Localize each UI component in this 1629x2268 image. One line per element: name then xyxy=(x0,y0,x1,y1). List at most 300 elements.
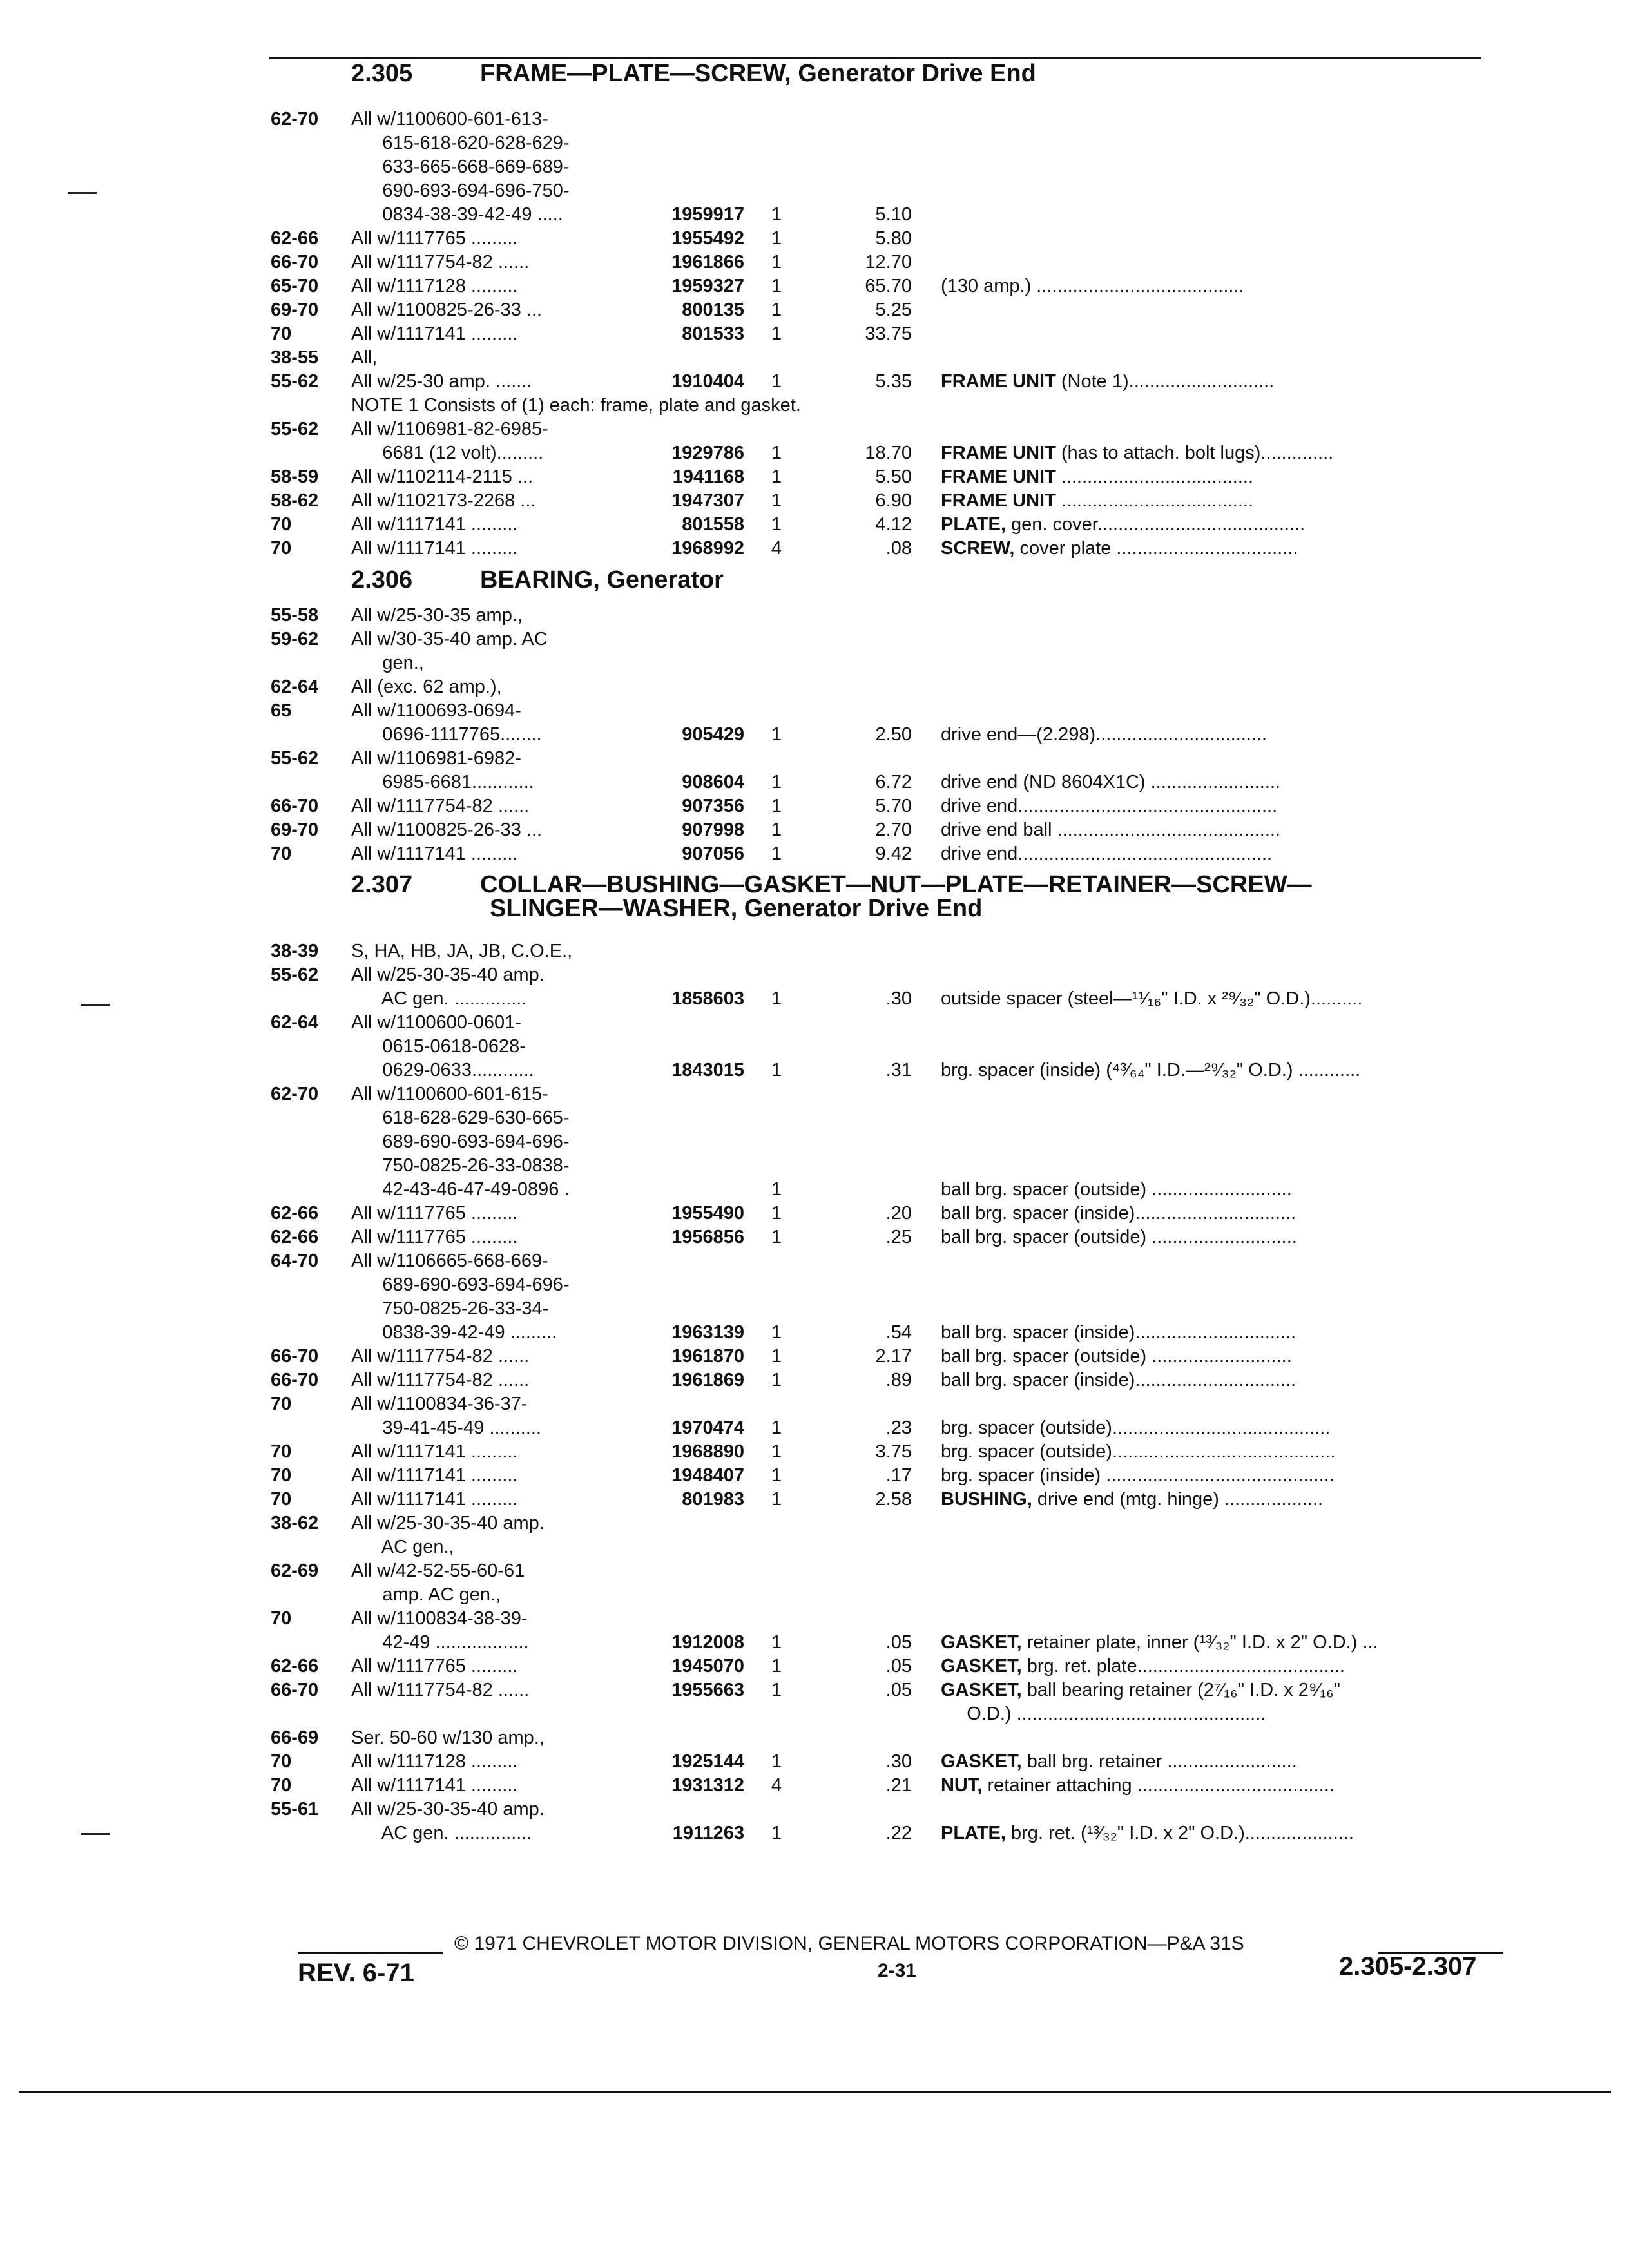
year-cell: 55-58 xyxy=(271,605,319,626)
year-cell: 38-39 xyxy=(271,941,319,961)
description-cell: All w/1117754-82 ...... xyxy=(351,1346,530,1367)
table-row xyxy=(0,489,1629,513)
price-cell: 5.80 xyxy=(875,228,912,249)
year-cell: 62-64 xyxy=(271,677,319,697)
remarks-cell xyxy=(941,370,1274,394)
description-cell: 633-665-668-669-689- xyxy=(351,157,570,177)
part-number-cell: 1843015 xyxy=(671,1060,744,1081)
year-cell: 38-62 xyxy=(271,1513,319,1533)
remarks-cell xyxy=(941,771,1280,794)
description-cell: All w/1117754-82 ...... xyxy=(351,796,530,816)
price-cell: .05 xyxy=(885,1632,912,1653)
section-title: COLLAR—BUSHING—GASKET—NUT—PLATE—RETAINER—SCREW— xyxy=(480,871,1312,898)
quantity-cell: 1 xyxy=(771,371,782,392)
description-cell: All w/1117141 ......... xyxy=(351,1489,518,1510)
description-cell: All w/1117765 ......... xyxy=(351,1203,518,1224)
description-cell: All w/1117141 ......... xyxy=(351,323,518,344)
part-name: BUSHING, xyxy=(941,1489,1032,1510)
remarks-text: brg. ret. (¹³⁄₃₂" I.D. x 2" O.D.)..................... xyxy=(1005,1823,1354,1843)
table-row xyxy=(0,1416,1629,1440)
description-cell: 690-693-694-696-750- xyxy=(351,180,570,201)
description-cell: AC gen., xyxy=(351,1537,454,1557)
description-cell: All w/1117765 ......... xyxy=(351,228,518,249)
description-cell: All w/25-30-35-40 amp. xyxy=(351,965,545,985)
table-row xyxy=(0,1678,1629,1702)
description-cell: All w/1117141 ......... xyxy=(351,1775,518,1796)
description-cell: 0696-1117765........ xyxy=(351,724,542,745)
quantity-cell: 1 xyxy=(771,1179,782,1200)
year-cell: 70 xyxy=(271,1394,292,1414)
part-name: GASKET, xyxy=(941,1680,1022,1700)
part-number-cell: 1941168 xyxy=(672,466,744,487)
table-row xyxy=(0,1726,1629,1750)
description-cell: amp. AC gen., xyxy=(351,1584,501,1605)
price-cell: .17 xyxy=(885,1465,912,1486)
table-row xyxy=(0,1082,1629,1106)
remarks-cell xyxy=(941,489,1253,513)
table-row xyxy=(0,1059,1629,1082)
table-row xyxy=(0,1178,1629,1202)
quantity-cell: 1 xyxy=(771,1322,782,1343)
table-row xyxy=(0,747,1629,771)
remarks-cell xyxy=(941,987,1362,1011)
year-cell: 38-55 xyxy=(271,347,319,368)
description-cell: All w/1117765 ......... xyxy=(351,1656,518,1677)
part-number-cell: 1968992 xyxy=(671,538,744,559)
year-cell: 62-64 xyxy=(271,1012,319,1033)
description-cell: All w/42-52-55-60-61 xyxy=(351,1561,525,1581)
table-row xyxy=(0,1774,1629,1798)
price-cell: 4.12 xyxy=(875,514,912,535)
table-row xyxy=(0,441,1629,465)
part-number-cell: 1961869 xyxy=(671,1370,744,1390)
remarks-cell xyxy=(941,465,1253,489)
year-cell: 70 xyxy=(271,1608,292,1629)
remarks-text: ball brg. spacer (inside)............................... xyxy=(941,1203,1296,1224)
price-cell: .30 xyxy=(885,988,912,1009)
table-row xyxy=(0,1249,1629,1273)
remarks-cell xyxy=(941,1631,1378,1655)
quantity-cell: 1 xyxy=(771,276,782,296)
quantity-cell: 1 xyxy=(771,1060,782,1081)
price-cell: .20 xyxy=(885,1203,912,1224)
year-cell: 66-70 xyxy=(271,1680,319,1700)
remarks-text: brg. spacer (outside)........................................... xyxy=(941,1441,1336,1462)
description-cell: 0615-0618-0628- xyxy=(351,1036,526,1057)
year-cell: 66-70 xyxy=(271,796,319,816)
table-row xyxy=(0,675,1629,699)
remarks-text: drive end (ND 8604X1C) ......................... xyxy=(941,772,1281,793)
price-cell: 5.10 xyxy=(875,204,912,225)
description-cell: 0834-38-39-42-49 ..... xyxy=(351,204,563,225)
price-cell: 6.72 xyxy=(875,772,912,793)
table-row xyxy=(0,1106,1629,1130)
remarks-cell xyxy=(941,1202,1296,1225)
table-row xyxy=(0,794,1629,818)
table-row xyxy=(0,1821,1629,1845)
table-row xyxy=(0,1512,1629,1535)
remarks-text: drive end ball ........................................... xyxy=(941,820,1281,840)
price-cell: 2.58 xyxy=(875,1489,912,1510)
quantity-cell: 1 xyxy=(771,1203,782,1224)
remarks-cell xyxy=(941,1440,1335,1464)
description-cell: 42-49 .................. xyxy=(351,1632,529,1653)
table-row xyxy=(0,1154,1629,1178)
table-row xyxy=(0,1750,1629,1774)
description-cell: All w/1102173-2268 ... xyxy=(351,490,536,511)
description-cell: All w/1106665-668-669- xyxy=(351,1251,548,1271)
quantity-cell: 1 xyxy=(771,772,782,793)
table-row xyxy=(0,771,1629,794)
part-name: SCREW, xyxy=(941,538,1015,559)
year-cell: 62-66 xyxy=(271,228,319,249)
price-cell: .54 xyxy=(885,1322,912,1343)
part-number-cell: 800135 xyxy=(682,300,744,320)
part-name: NUT, xyxy=(941,1775,983,1796)
year-cell: 70 xyxy=(271,1489,292,1510)
part-number-cell: 1961870 xyxy=(671,1346,744,1367)
year-cell: 66-69 xyxy=(271,1727,319,1748)
part-number-cell: 1955663 xyxy=(671,1680,744,1700)
quantity-cell: 1 xyxy=(771,323,782,344)
remarks-cell xyxy=(941,723,1267,747)
part-number-cell: 1947307 xyxy=(671,490,744,511)
remarks-cell xyxy=(941,1655,1345,1678)
price-cell: .21 xyxy=(885,1775,912,1796)
table-row xyxy=(0,963,1629,987)
part-number-cell: 1961866 xyxy=(671,252,744,273)
year-cell: 70 xyxy=(271,1465,292,1486)
section-title: FRAME—PLATE—SCREW, Generator Drive End xyxy=(480,60,1036,87)
part-number-cell: 1858603 xyxy=(671,988,744,1009)
page-number: 2-31 xyxy=(878,1960,917,1981)
remarks-cell xyxy=(941,1059,1360,1082)
price-cell: 2.70 xyxy=(875,820,912,840)
part-name: FRAME UNIT xyxy=(941,490,1056,511)
table-row xyxy=(0,322,1629,346)
description-cell: All w/1102114-2115 ... xyxy=(351,466,534,487)
description-cell: All w/25-30 amp. ....... xyxy=(351,371,532,392)
description-cell: All w/1117754-82 ...... xyxy=(351,1680,530,1700)
part-number-cell: 1963139 xyxy=(671,1322,744,1343)
part-name: FRAME UNIT xyxy=(941,371,1056,392)
remarks-cell xyxy=(941,1678,1340,1702)
description-cell: All w/1117754-82 ...... xyxy=(351,252,530,273)
price-cell: 5.70 xyxy=(875,796,912,816)
part-number-cell: 1945070 xyxy=(671,1656,744,1677)
description-cell: 750-0825-26-33-0838- xyxy=(351,1155,570,1176)
part-number-cell: 1956856 xyxy=(671,1227,744,1247)
quantity-cell: 1 xyxy=(771,724,782,745)
remarks-text: O.D.) ................................................ xyxy=(941,1704,1266,1724)
price-cell: 6.90 xyxy=(875,490,912,511)
table-row xyxy=(0,1607,1629,1631)
table-row xyxy=(0,537,1629,561)
price-cell: 18.70 xyxy=(865,443,912,463)
remarks-text: drive end (mtg. hinge) ................... xyxy=(1032,1489,1324,1510)
year-cell: 70 xyxy=(271,538,292,559)
description-cell: gen., xyxy=(351,653,424,673)
section-range: 2.305-2.307 xyxy=(1339,1952,1477,1981)
table-row xyxy=(0,203,1629,227)
remarks-cell xyxy=(941,1702,1266,1726)
table-row xyxy=(0,1440,1629,1464)
remarks-text: (has to attach. bolt lugs).............. xyxy=(1055,443,1334,463)
section-title-continued: SLINGER—WASHER, Generator Drive End xyxy=(490,895,983,922)
year-cell: 66-70 xyxy=(271,252,319,273)
description-cell: 689-690-693-694-696- xyxy=(351,1131,570,1152)
price-cell: .25 xyxy=(885,1227,912,1247)
quantity-cell: 1 xyxy=(771,1656,782,1677)
year-cell: 65-70 xyxy=(271,276,319,296)
part-name: FRAME UNIT xyxy=(941,466,1056,487)
table-row xyxy=(0,699,1629,723)
part-name: FRAME UNIT xyxy=(941,443,1056,463)
table-row xyxy=(0,1392,1629,1416)
year-cell: 58-62 xyxy=(271,490,319,511)
table-row xyxy=(0,227,1629,251)
remarks-text: drive end................................................. xyxy=(941,843,1273,864)
remarks-cell xyxy=(941,1345,1292,1369)
remarks-cell xyxy=(941,794,1277,818)
price-cell: 12.70 xyxy=(865,252,912,273)
year-cell: 70 xyxy=(271,1441,292,1462)
price-cell: 5.25 xyxy=(875,300,912,320)
table-row xyxy=(0,1011,1629,1035)
quantity-cell: 1 xyxy=(771,1346,782,1367)
part-number-cell: 1955490 xyxy=(671,1203,744,1224)
description-cell: 39-41-45-49 .......... xyxy=(351,1418,541,1438)
remarks-text: drive end.................................................. xyxy=(941,796,1278,816)
description-cell: NOTE 1 Consists of (1) each: frame, plate and gasket. xyxy=(351,395,801,416)
remarks-text: ball brg. spacer (inside)............................... xyxy=(941,1370,1296,1390)
quantity-cell: 1 xyxy=(771,1418,782,1438)
quantity-cell: 1 xyxy=(771,514,782,535)
section-number: 2.306 xyxy=(351,566,413,593)
price-cell: .05 xyxy=(885,1656,912,1677)
year-cell: 62-70 xyxy=(271,1084,319,1104)
remarks-text: ball brg. spacer (inside)............................... xyxy=(941,1322,1296,1343)
description-cell: All w/1100600-601-615- xyxy=(351,1084,548,1104)
year-cell: 55-61 xyxy=(271,1799,319,1820)
table-row xyxy=(0,1631,1629,1655)
remarks-cell xyxy=(941,274,1244,298)
table-row xyxy=(0,513,1629,537)
remarks-text: cover plate ................................... xyxy=(1014,538,1298,559)
table-row xyxy=(0,818,1629,842)
description-cell: All w/1117141 ......... xyxy=(351,1441,518,1462)
description-cell: All w/1117141 ......... xyxy=(351,843,518,864)
part-number-cell: 1911263 xyxy=(672,1823,744,1843)
description-cell: All w/1117141 ......... xyxy=(351,538,518,559)
quantity-cell: 1 xyxy=(771,1823,782,1843)
description-cell: All, xyxy=(351,347,378,368)
table-row xyxy=(0,1130,1629,1154)
table-row xyxy=(0,1583,1629,1607)
part-name: GASKET, xyxy=(941,1751,1022,1772)
year-cell: 62-70 xyxy=(271,109,319,130)
bottom-rule xyxy=(19,2091,1611,2093)
remarks-text: brg. spacer (inside) (⁴³⁄₆₄" I.D.—²⁹⁄₃₂" O.D.) ............ xyxy=(941,1060,1361,1081)
part-number-cell: 907998 xyxy=(682,820,744,840)
part-number-cell: 1929786 xyxy=(671,443,744,463)
year-cell: 70 xyxy=(271,843,292,864)
table-row xyxy=(0,108,1629,131)
remarks-text: outside spacer (steel—¹¹⁄₁₆" I.D. x ²⁹⁄₃₂" O.D.).......... xyxy=(941,988,1363,1009)
quantity-cell: 1 xyxy=(771,1227,782,1247)
table-row xyxy=(0,251,1629,274)
remarks-cell xyxy=(941,1464,1335,1488)
part-name: GASKET, xyxy=(941,1656,1022,1677)
year-cell: 55-62 xyxy=(271,965,319,985)
remarks-text: retainer plate, inner (¹³⁄₃₂" I.D. x 2" O.D.) ... xyxy=(1021,1632,1378,1653)
remarks-cell xyxy=(941,1416,1330,1440)
parts-list xyxy=(0,604,1629,866)
part-number-cell: 1968890 xyxy=(671,1441,744,1462)
table-row xyxy=(0,1297,1629,1321)
year-cell: 69-70 xyxy=(271,820,319,840)
table-row xyxy=(0,1559,1629,1583)
remarks-cell xyxy=(941,1821,1354,1845)
description-cell: 6681 (12 volt)......... xyxy=(351,443,544,463)
quantity-cell: 1 xyxy=(771,843,782,864)
quantity-cell: 1 xyxy=(771,1465,782,1486)
table-row xyxy=(0,628,1629,651)
table-row xyxy=(0,1655,1629,1678)
remarks-cell xyxy=(941,1369,1296,1392)
section-title: BEARING, Generator xyxy=(480,566,724,593)
year-cell: 70 xyxy=(271,323,292,344)
year-cell: 55-62 xyxy=(271,419,319,439)
description-cell: All w/1100600-0601- xyxy=(351,1012,521,1033)
table-row xyxy=(0,604,1629,628)
remarks-text: drive end—(2.298)................................. xyxy=(941,724,1268,745)
description-cell: 689-690-693-694-696- xyxy=(351,1274,570,1295)
price-cell: .23 xyxy=(885,1418,912,1438)
price-cell: .89 xyxy=(885,1370,912,1390)
remarks-cell xyxy=(941,1774,1335,1798)
year-cell: 62-66 xyxy=(271,1656,319,1677)
table-row xyxy=(0,465,1629,489)
section-heading xyxy=(351,567,724,593)
table-row xyxy=(0,346,1629,370)
remarks-cell xyxy=(941,1488,1323,1512)
remarks-text: brg. spacer (inside) ............................................ xyxy=(941,1465,1335,1486)
table-row xyxy=(0,723,1629,747)
remarks-cell xyxy=(941,1321,1296,1345)
price-cell: 5.50 xyxy=(875,466,912,487)
part-name: GASKET, xyxy=(941,1632,1022,1653)
part-number-cell: 1959917 xyxy=(671,204,744,225)
quantity-cell: 1 xyxy=(771,1489,782,1510)
quantity-cell: 1 xyxy=(771,228,782,249)
price-cell: 3.75 xyxy=(875,1441,912,1462)
remarks-text: ball brg. spacer (outside) ........................... xyxy=(941,1179,1292,1200)
part-number-cell: 1912008 xyxy=(671,1632,744,1653)
section-heading xyxy=(351,872,1312,898)
remarks-text: (130 amp.) ........................................ xyxy=(941,276,1244,296)
table-row xyxy=(0,1702,1629,1726)
remarks-cell xyxy=(941,1225,1297,1249)
remarks-text: ball brg. spacer (outside) ............................ xyxy=(941,1227,1297,1247)
year-cell: 62-66 xyxy=(271,1203,319,1224)
part-number-cell: 1955492 xyxy=(671,228,744,249)
part-number-cell: 1970474 xyxy=(671,1418,744,1438)
description-cell: All w/1106981-82-6985- xyxy=(351,419,548,439)
description-cell: All (exc. 62 amp.), xyxy=(351,677,502,697)
table-row xyxy=(0,394,1629,418)
table-row xyxy=(0,1488,1629,1512)
remarks-text: (Note 1)............................ xyxy=(1055,371,1275,392)
price-cell: .22 xyxy=(885,1823,912,1843)
price-cell: 2.17 xyxy=(875,1346,912,1367)
year-cell: 62-66 xyxy=(271,1227,319,1247)
year-cell: 70 xyxy=(271,1775,292,1796)
description-cell: All w/1106981-6982- xyxy=(351,748,521,769)
description-cell: All w/1117765 ......... xyxy=(351,1227,518,1247)
table-row xyxy=(0,1202,1629,1225)
quantity-cell: 1 xyxy=(771,1370,782,1390)
description-cell: S, HA, HB, JA, JB, C.O.E., xyxy=(351,941,573,961)
remarks-text: ball brg. spacer (outside) ........................... xyxy=(941,1346,1292,1367)
description-cell: All w/1117141 ......... xyxy=(351,514,518,535)
quantity-cell: 4 xyxy=(771,1775,782,1796)
table-row xyxy=(0,1035,1629,1059)
year-cell: 65 xyxy=(271,700,292,721)
description-cell: All w/30-35-40 amp. AC xyxy=(351,629,548,649)
description-cell: 618-628-629-630-665- xyxy=(351,1108,570,1128)
parts-list xyxy=(0,108,1629,561)
section-heading xyxy=(351,61,1036,86)
remarks-cell xyxy=(941,1750,1297,1774)
table-row xyxy=(0,179,1629,203)
part-number-cell: 1931312 xyxy=(671,1775,744,1796)
table-row xyxy=(0,1369,1629,1392)
description-cell: 42-43-46-47-49-0896 . xyxy=(351,1179,570,1200)
part-number-cell: 1925144 xyxy=(671,1751,744,1772)
quantity-cell: 1 xyxy=(771,490,782,511)
year-cell: 69-70 xyxy=(271,300,319,320)
remarks-cell xyxy=(941,537,1298,561)
description-cell: All w/1117128 ......... xyxy=(351,276,518,296)
quantity-cell: 1 xyxy=(771,1441,782,1462)
description-cell: AC gen. ............... xyxy=(351,1823,532,1843)
description-cell: 0838-39-42-49 ......... xyxy=(351,1322,557,1343)
description-cell: Ser. 50-60 w/130 amp., xyxy=(351,1727,545,1748)
part-name: PLATE, xyxy=(941,1823,1006,1843)
remarks-cell xyxy=(941,1178,1292,1202)
section-number: 2.307 xyxy=(351,871,413,898)
table-row xyxy=(0,651,1629,675)
table-row xyxy=(0,987,1629,1011)
description-cell: All w/25-30-35 amp., xyxy=(351,605,523,626)
year-cell: 55-62 xyxy=(271,371,319,392)
description-cell: 6985-6681............ xyxy=(351,772,534,793)
table-row xyxy=(0,298,1629,322)
year-cell: 70 xyxy=(271,1751,292,1772)
table-row xyxy=(0,131,1629,155)
price-cell: .05 xyxy=(885,1680,912,1700)
description-cell: 615-618-620-628-629- xyxy=(351,133,570,153)
top-rule xyxy=(269,57,1481,59)
part-number-cell: 801983 xyxy=(682,1489,744,1510)
year-cell: 55-62 xyxy=(271,748,319,769)
quantity-cell: 1 xyxy=(771,1680,782,1700)
part-number-cell: 908604 xyxy=(682,772,744,793)
part-number-cell: 1948407 xyxy=(671,1465,744,1486)
table-row xyxy=(0,1535,1629,1559)
quantity-cell: 1 xyxy=(771,988,782,1009)
